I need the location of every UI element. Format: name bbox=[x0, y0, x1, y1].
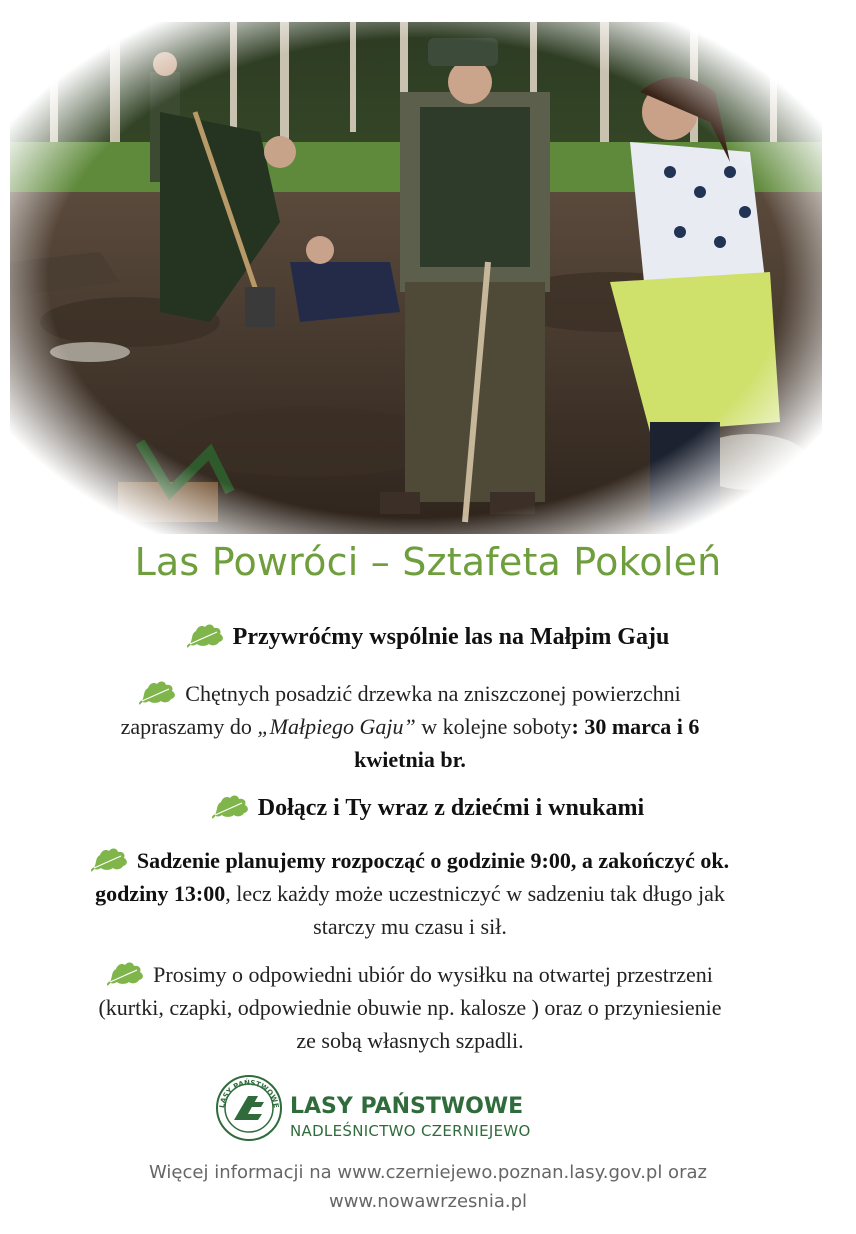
oak-leaf-icon bbox=[107, 958, 147, 986]
logo-ring-text: LASY PAŃSTWOWE bbox=[218, 1078, 280, 1109]
invitation-text: Chętnych posadzić drzewka na zniszczonej powierzchni zapraszamy do bbox=[120, 681, 681, 739]
event-dates: : 30 marca i 6 kwietnia br. bbox=[354, 714, 700, 772]
paragraph-clothing bbox=[90, 958, 730, 1057]
oak-leaf-icon bbox=[91, 844, 131, 872]
heading-text: Przywróćmy wspólnie las na Małpim Gaju bbox=[232, 624, 670, 650]
footer-info bbox=[0, 1158, 856, 1216]
page-title: Las Powróci – Sztafeta Pokoleń bbox=[134, 540, 722, 584]
place-name: „Małpiego Gaju” bbox=[257, 714, 416, 739]
section-heading-join bbox=[0, 791, 856, 822]
paragraph-invitation bbox=[90, 677, 730, 776]
paragraph-schedule bbox=[90, 844, 730, 943]
footer-line-1: Więcej informacji na www.czerniejewo.poznan.lasy.gov.pl oraz bbox=[149, 1162, 707, 1183]
schedule-rest: , lecz każdy może uczestniczyć w sadzeniu tak długo jak starczy mu czasu i sił. bbox=[225, 881, 725, 939]
invitation-text-b: w kolejne soboty bbox=[415, 714, 572, 739]
oak-leaf-icon bbox=[212, 791, 252, 819]
section-heading-restore bbox=[0, 620, 856, 651]
logo-name: LASY PAŃSTWOWE bbox=[290, 1094, 524, 1119]
oak-leaf-icon bbox=[187, 620, 227, 648]
tree-planting-photo bbox=[10, 22, 822, 534]
oak-leaf-icon bbox=[139, 677, 179, 705]
schedule-bold: Sadzenie planujemy rozpocząć o godzinie 9:00, a zakończyć ok. godziny 13:00 bbox=[95, 848, 730, 906]
logo-unit: NADLEŚNICTWO CZERNIEJEWO bbox=[290, 1122, 531, 1140]
lasy-panstwowe-logo bbox=[214, 1074, 284, 1142]
clothing-text: Prosimy o odpowiedni ubiór do wysiłku na otwartej przestrzeni (kurtki, czapki, odpowiednie obuwie np. kalosze ) oraz o przyniesienie ze sobą własnych szpadli. bbox=[98, 962, 722, 1053]
heading-text: Dołącz i Ty wraz z dziećmi i wnukami bbox=[257, 795, 645, 821]
footer-line-2: www.nowawrzesnia.pl bbox=[328, 1191, 528, 1212]
